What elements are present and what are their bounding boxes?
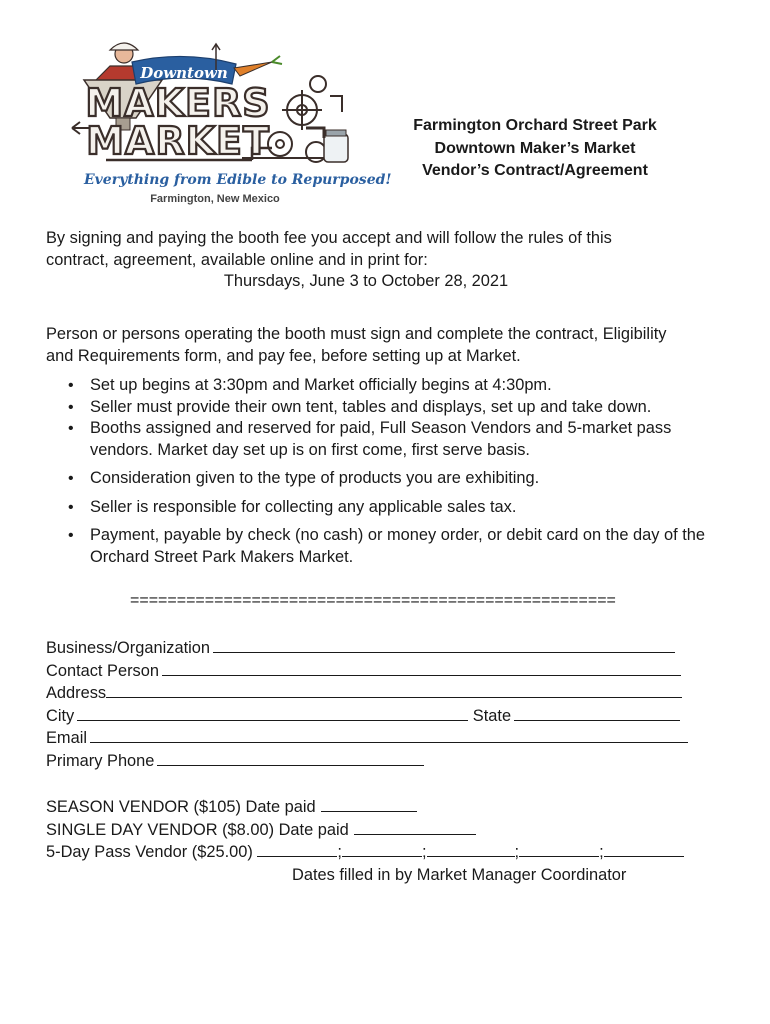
pass-separator: ; [337,843,342,862]
contact-input-line[interactable] [162,660,681,676]
season-vendor-label: SEASON VENDOR ($105) Date paid [46,798,316,816]
single-day-date-line[interactable] [354,819,476,835]
season-vendor-row [46,796,726,819]
requirements-paragraph [46,324,736,367]
phone-label: Primary Phone [46,751,155,770]
email-field-row [46,727,706,750]
intro-line-2: contract, agreement, available online and in print for: [46,250,428,269]
email-label: Email [46,729,87,748]
city-input-line[interactable] [77,705,468,721]
section-divider: ==================================================== [130,592,616,609]
intro-line-1: By signing and paying the booth fee you accept and will follow the rules of this [46,229,612,247]
five-day-pass-label: 5-Day Pass Vendor ($25.00) [46,843,253,862]
vendor-info-form [46,637,706,773]
rule-item: • Seller is responsible for collecting any applicable sales tax. [46,497,736,519]
rule-item: • Set up begins at 3:30pm and Market officially begins at 4:30pm. [46,375,736,397]
pass-separator: ; [514,843,520,862]
email-input-line[interactable] [90,727,688,743]
single-day-vendor-row [46,819,726,842]
rule-item: • Payment, payable by check (no cash) or money order, or debit card on the day of the Orchard Street Park Makers Market. [46,525,736,568]
logo-location: Farmington, New Mexico [150,193,280,205]
phone-field-row [46,750,706,773]
rules-list [46,375,736,568]
requirements-line-2: and Requirements form, and pay fee, before setting up at Market. [46,346,521,365]
pass-date-line-2[interactable] [342,841,422,857]
pass-separator: ; [421,843,427,862]
single-day-vendor-label: SINGLE DAY VENDOR ($8.00) Date paid [46,820,349,839]
address-label: Address [46,684,107,703]
title-line-3: Vendor’s Contract/Agreement [422,162,648,179]
season-date-line[interactable] [321,796,417,812]
pass-date-line-3[interactable] [427,841,515,857]
pass-date-line-4[interactable] [519,841,599,857]
city-label: City [46,706,75,725]
address-field-row [46,682,706,705]
logo-downtown-text: Downtown [140,64,228,82]
business-label: Business/Organization [46,639,210,657]
rule-item: • Seller must provide their own tent, tables and displays, set up and take down. [46,397,736,419]
state-label: State [472,706,512,725]
state-input-line[interactable] [514,705,680,721]
phone-input-line[interactable] [157,750,424,766]
title-line-1: Farmington Orchard Street Park [413,117,657,134]
contact-label: Contact Person [46,661,159,680]
vendor-fees-section [46,796,726,886]
business-input-line[interactable] [213,637,675,653]
rule-item: • Consideration given to the type of products you are exhibiting. [46,468,736,490]
city-state-field-row [46,705,706,728]
contact-field-row [46,660,706,683]
dates-note: Dates filled in by Market Manager Coordinator [292,865,627,884]
market-dates: Thursdays, June 3 to October 28, 2021 [223,272,509,290]
pass-separator: ; [599,843,604,862]
logo-tagline: Everything from Edible to Repurposed! [84,172,392,188]
address-input-line[interactable] [106,682,682,698]
business-field-row [46,637,706,660]
title-line-2: Downtown Maker’s Market [434,139,636,157]
rule-item: • Booths assigned and reserved for paid, Full Season Vendors and 5-market pass vendors. Market day set up is on first come, first serve basis. [46,418,736,461]
pass-date-line-1[interactable] [257,841,337,857]
logo-makers-text: MAKERS [85,81,271,125]
makers-market-logo [66,40,392,212]
document-title [380,115,690,183]
five-day-pass-row [46,841,726,864]
logo-market-text: MARKET [86,119,270,163]
pass-date-line-5[interactable] [604,841,684,857]
requirements-line-1: Person or persons operating the booth must sign and complete the contract, Eligibility [46,325,667,343]
intro-paragraph [46,228,736,293]
